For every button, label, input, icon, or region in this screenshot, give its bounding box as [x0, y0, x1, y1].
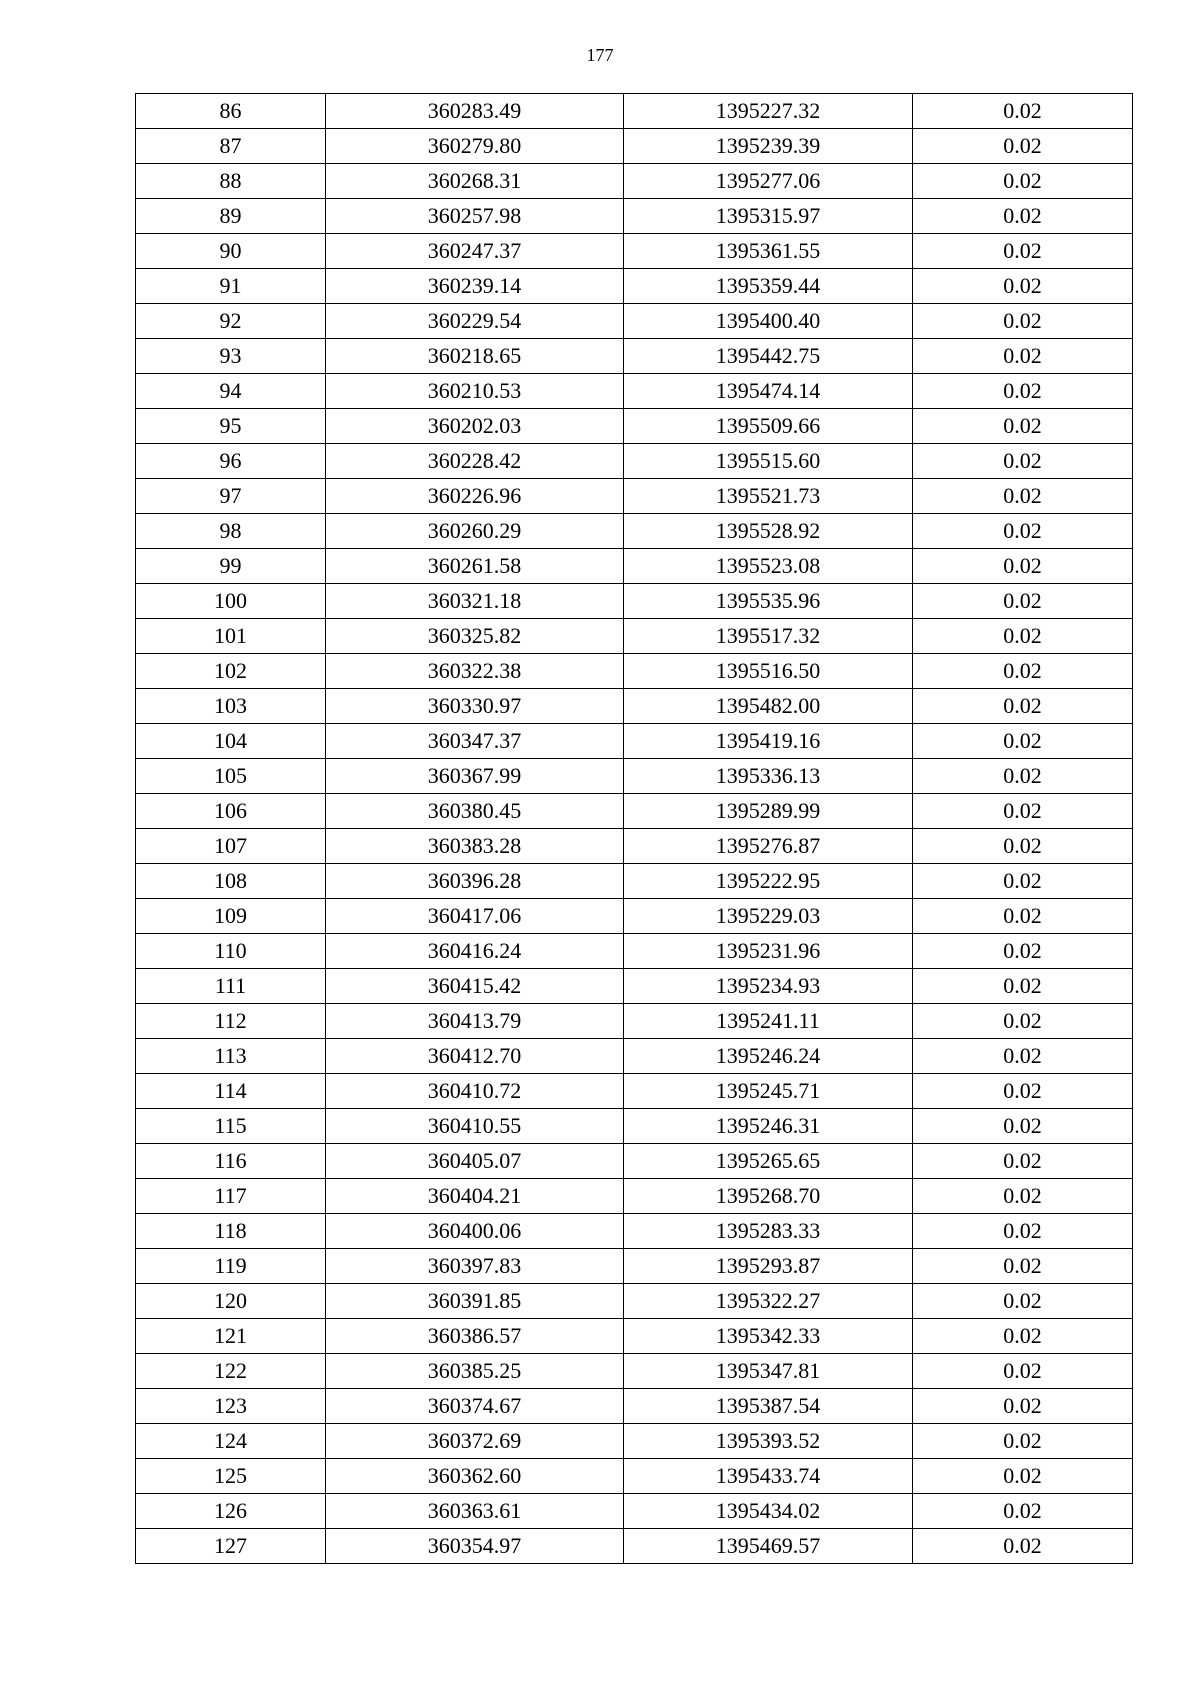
- point-number-cell: 99: [136, 549, 326, 584]
- table-row: [136, 1494, 1133, 1529]
- table-row: [136, 1004, 1133, 1039]
- point-number-cell: 105: [136, 759, 326, 794]
- point-number-cell: 91: [136, 269, 326, 304]
- value-cell: 0.02: [913, 339, 1133, 374]
- x-coordinate-cell: 360228.42: [326, 444, 624, 479]
- point-number-cell: 93: [136, 339, 326, 374]
- table-row: [136, 1319, 1133, 1354]
- y-coordinate-cell: 1395322.27: [624, 1284, 913, 1319]
- value-cell: 0.02: [913, 1074, 1133, 1109]
- point-number-cell: 120: [136, 1284, 326, 1319]
- y-coordinate-cell: 1395400.40: [624, 304, 913, 339]
- x-coordinate-cell: 360417.06: [326, 899, 624, 934]
- y-coordinate-cell: 1395246.31: [624, 1109, 913, 1144]
- x-coordinate-cell: 360226.96: [326, 479, 624, 514]
- point-number-cell: 102: [136, 654, 326, 689]
- value-cell: 0.02: [913, 1109, 1133, 1144]
- value-cell: 0.02: [913, 1424, 1133, 1459]
- point-number-cell: 86: [136, 94, 326, 129]
- table-row: [136, 1459, 1133, 1494]
- x-coordinate-cell: 360374.67: [326, 1389, 624, 1424]
- value-cell: 0.02: [913, 199, 1133, 234]
- value-cell: 0.02: [913, 969, 1133, 1004]
- y-coordinate-cell: 1395482.00: [624, 689, 913, 724]
- page-number: 177: [586, 45, 614, 65]
- table-row: [136, 1074, 1133, 1109]
- x-coordinate-cell: 360363.61: [326, 1494, 624, 1529]
- value-cell: 0.02: [913, 514, 1133, 549]
- table-row: [136, 1354, 1133, 1389]
- y-coordinate-cell: 1395535.96: [624, 584, 913, 619]
- x-coordinate-cell: 360268.31: [326, 164, 624, 199]
- value-cell: 0.02: [913, 584, 1133, 619]
- point-number-cell: 111: [136, 969, 326, 1004]
- point-number-cell: 110: [136, 934, 326, 969]
- y-coordinate-cell: 1395515.60: [624, 444, 913, 479]
- y-coordinate-cell: 1395239.39: [624, 129, 913, 164]
- table-row: [136, 129, 1133, 164]
- table-body: [136, 94, 1133, 1564]
- point-number-cell: 92: [136, 304, 326, 339]
- point-number-cell: 96: [136, 444, 326, 479]
- value-cell: 0.02: [913, 1529, 1133, 1564]
- value-cell: 0.02: [913, 164, 1133, 199]
- x-coordinate-cell: 360400.06: [326, 1214, 624, 1249]
- y-coordinate-cell: 1395474.14: [624, 374, 913, 409]
- point-number-cell: 88: [136, 164, 326, 199]
- table-row: [136, 1389, 1133, 1424]
- y-coordinate-cell: 1395222.95: [624, 864, 913, 899]
- x-coordinate-cell: 360416.24: [326, 934, 624, 969]
- x-coordinate-cell: 360410.55: [326, 1109, 624, 1144]
- point-number-cell: 112: [136, 1004, 326, 1039]
- value-cell: 0.02: [913, 1249, 1133, 1284]
- x-coordinate-cell: 360404.21: [326, 1179, 624, 1214]
- y-coordinate-cell: 1395433.74: [624, 1459, 913, 1494]
- table-row: [136, 339, 1133, 374]
- y-coordinate-cell: 1395509.66: [624, 409, 913, 444]
- x-coordinate-cell: 360210.53: [326, 374, 624, 409]
- table-row: [136, 1144, 1133, 1179]
- point-number-cell: 117: [136, 1179, 326, 1214]
- table-row: [136, 584, 1133, 619]
- value-cell: 0.02: [913, 654, 1133, 689]
- value-cell: 0.02: [913, 934, 1133, 969]
- value-cell: 0.02: [913, 1494, 1133, 1529]
- point-number-cell: 127: [136, 1529, 326, 1564]
- point-number-cell: 90: [136, 234, 326, 269]
- x-coordinate-cell: 360372.69: [326, 1424, 624, 1459]
- table-row: [136, 269, 1133, 304]
- table-row: [136, 409, 1133, 444]
- y-coordinate-cell: 1395246.24: [624, 1039, 913, 1074]
- point-number-cell: 104: [136, 724, 326, 759]
- value-cell: 0.02: [913, 864, 1133, 899]
- point-number-cell: 125: [136, 1459, 326, 1494]
- x-coordinate-cell: 360321.18: [326, 584, 624, 619]
- y-coordinate-cell: 1395315.97: [624, 199, 913, 234]
- x-coordinate-cell: 360362.60: [326, 1459, 624, 1494]
- point-number-cell: 103: [136, 689, 326, 724]
- point-number-cell: 126: [136, 1494, 326, 1529]
- point-number-cell: 94: [136, 374, 326, 409]
- table-row: [136, 444, 1133, 479]
- value-cell: 0.02: [913, 1319, 1133, 1354]
- table-row: [136, 1424, 1133, 1459]
- value-cell: 0.02: [913, 1389, 1133, 1424]
- x-coordinate-cell: 360391.85: [326, 1284, 624, 1319]
- x-coordinate-cell: 360410.72: [326, 1074, 624, 1109]
- point-number-cell: 101: [136, 619, 326, 654]
- point-number-cell: 87: [136, 129, 326, 164]
- table-row: [136, 549, 1133, 584]
- value-cell: 0.02: [913, 1144, 1133, 1179]
- x-coordinate-cell: 360202.03: [326, 409, 624, 444]
- value-cell: 0.02: [913, 794, 1133, 829]
- x-coordinate-cell: 360397.83: [326, 1249, 624, 1284]
- table-row: [136, 899, 1133, 934]
- value-cell: 0.02: [913, 304, 1133, 339]
- y-coordinate-cell: 1395359.44: [624, 269, 913, 304]
- y-coordinate-cell: 1395523.08: [624, 549, 913, 584]
- value-cell: 0.02: [913, 409, 1133, 444]
- x-coordinate-cell: 360367.99: [326, 759, 624, 794]
- y-coordinate-cell: 1395434.02: [624, 1494, 913, 1529]
- table-row: [136, 304, 1133, 339]
- value-cell: 0.02: [913, 94, 1133, 129]
- value-cell: 0.02: [913, 374, 1133, 409]
- y-coordinate-cell: 1395227.32: [624, 94, 913, 129]
- x-coordinate-cell: 360279.80: [326, 129, 624, 164]
- x-coordinate-cell: 360383.28: [326, 829, 624, 864]
- y-coordinate-cell: 1395469.57: [624, 1529, 913, 1564]
- table-row: [136, 199, 1133, 234]
- table-row: [136, 164, 1133, 199]
- value-cell: 0.02: [913, 1214, 1133, 1249]
- y-coordinate-cell: 1395289.99: [624, 794, 913, 829]
- table-row: [136, 374, 1133, 409]
- point-number-cell: 97: [136, 479, 326, 514]
- value-cell: 0.02: [913, 234, 1133, 269]
- table-row: [136, 759, 1133, 794]
- x-coordinate-cell: 360283.49: [326, 94, 624, 129]
- value-cell: 0.02: [913, 689, 1133, 724]
- y-coordinate-cell: 1395516.50: [624, 654, 913, 689]
- x-coordinate-cell: 360239.14: [326, 269, 624, 304]
- x-coordinate-cell: 360322.38: [326, 654, 624, 689]
- value-cell: 0.02: [913, 899, 1133, 934]
- table-row: [136, 619, 1133, 654]
- value-cell: 0.02: [913, 724, 1133, 759]
- table-row: [136, 829, 1133, 864]
- table-row: [136, 934, 1133, 969]
- table-row: [136, 94, 1133, 129]
- table-row: [136, 1529, 1133, 1564]
- coordinates-table: [135, 93, 1133, 1564]
- x-coordinate-cell: 360257.98: [326, 199, 624, 234]
- y-coordinate-cell: 1395387.54: [624, 1389, 913, 1424]
- y-coordinate-cell: 1395342.33: [624, 1319, 913, 1354]
- y-coordinate-cell: 1395528.92: [624, 514, 913, 549]
- table-row: [136, 1214, 1133, 1249]
- table-row: [136, 864, 1133, 899]
- table-row: [136, 969, 1133, 1004]
- x-coordinate-cell: 360260.29: [326, 514, 624, 549]
- value-cell: 0.02: [913, 129, 1133, 164]
- x-coordinate-cell: 360380.45: [326, 794, 624, 829]
- point-number-cell: 108: [136, 864, 326, 899]
- x-coordinate-cell: 360405.07: [326, 1144, 624, 1179]
- point-number-cell: 109: [136, 899, 326, 934]
- x-coordinate-cell: 360229.54: [326, 304, 624, 339]
- value-cell: 0.02: [913, 444, 1133, 479]
- y-coordinate-cell: 1395442.75: [624, 339, 913, 374]
- y-coordinate-cell: 1395265.65: [624, 1144, 913, 1179]
- table-row: [136, 514, 1133, 549]
- value-cell: 0.02: [913, 619, 1133, 654]
- point-number-cell: 89: [136, 199, 326, 234]
- y-coordinate-cell: 1395241.11: [624, 1004, 913, 1039]
- y-coordinate-cell: 1395234.93: [624, 969, 913, 1004]
- table-row: [136, 1179, 1133, 1214]
- x-coordinate-cell: 360325.82: [326, 619, 624, 654]
- point-number-cell: 114: [136, 1074, 326, 1109]
- y-coordinate-cell: 1395393.52: [624, 1424, 913, 1459]
- point-number-cell: 106: [136, 794, 326, 829]
- table-row: [136, 1284, 1133, 1319]
- value-cell: 0.02: [913, 479, 1133, 514]
- x-coordinate-cell: 360386.57: [326, 1319, 624, 1354]
- point-number-cell: 123: [136, 1389, 326, 1424]
- y-coordinate-cell: 1395521.73: [624, 479, 913, 514]
- y-coordinate-cell: 1395276.87: [624, 829, 913, 864]
- x-coordinate-cell: 360218.65: [326, 339, 624, 374]
- x-coordinate-cell: 360415.42: [326, 969, 624, 1004]
- y-coordinate-cell: 1395336.13: [624, 759, 913, 794]
- x-coordinate-cell: 360247.37: [326, 234, 624, 269]
- y-coordinate-cell: 1395283.33: [624, 1214, 913, 1249]
- x-coordinate-cell: 360385.25: [326, 1354, 624, 1389]
- y-coordinate-cell: 1395517.32: [624, 619, 913, 654]
- value-cell: 0.02: [913, 269, 1133, 304]
- table-row: [136, 654, 1133, 689]
- value-cell: 0.02: [913, 1354, 1133, 1389]
- x-coordinate-cell: 360354.97: [326, 1529, 624, 1564]
- y-coordinate-cell: 1395361.55: [624, 234, 913, 269]
- y-coordinate-cell: 1395268.70: [624, 1179, 913, 1214]
- value-cell: 0.02: [913, 1004, 1133, 1039]
- point-number-cell: 115: [136, 1109, 326, 1144]
- y-coordinate-cell: 1395245.71: [624, 1074, 913, 1109]
- point-number-cell: 116: [136, 1144, 326, 1179]
- point-number-cell: 113: [136, 1039, 326, 1074]
- value-cell: 0.02: [913, 759, 1133, 794]
- table-row: [136, 689, 1133, 724]
- y-coordinate-cell: 1395293.87: [624, 1249, 913, 1284]
- point-number-cell: 100: [136, 584, 326, 619]
- y-coordinate-cell: 1395231.96: [624, 934, 913, 969]
- value-cell: 0.02: [913, 1039, 1133, 1074]
- table-row: [136, 794, 1133, 829]
- x-coordinate-cell: 360261.58: [326, 549, 624, 584]
- y-coordinate-cell: 1395229.03: [624, 899, 913, 934]
- y-coordinate-cell: 1395347.81: [624, 1354, 913, 1389]
- value-cell: 0.02: [913, 1284, 1133, 1319]
- x-coordinate-cell: 360396.28: [326, 864, 624, 899]
- point-number-cell: 118: [136, 1214, 326, 1249]
- point-number-cell: 121: [136, 1319, 326, 1354]
- x-coordinate-cell: 360330.97: [326, 689, 624, 724]
- point-number-cell: 122: [136, 1354, 326, 1389]
- point-number-cell: 119: [136, 1249, 326, 1284]
- x-coordinate-cell: 360412.70: [326, 1039, 624, 1074]
- table-row: [136, 479, 1133, 514]
- point-number-cell: 107: [136, 829, 326, 864]
- x-coordinate-cell: 360347.37: [326, 724, 624, 759]
- y-coordinate-cell: 1395277.06: [624, 164, 913, 199]
- value-cell: 0.02: [913, 829, 1133, 864]
- table-row: [136, 724, 1133, 759]
- point-number-cell: 95: [136, 409, 326, 444]
- x-coordinate-cell: 360413.79: [326, 1004, 624, 1039]
- point-number-cell: 98: [136, 514, 326, 549]
- y-coordinate-cell: 1395419.16: [624, 724, 913, 759]
- point-number-cell: 124: [136, 1424, 326, 1459]
- value-cell: 0.02: [913, 1179, 1133, 1214]
- table-row: [136, 234, 1133, 269]
- value-cell: 0.02: [913, 549, 1133, 584]
- table-row: [136, 1249, 1133, 1284]
- table-row: [136, 1039, 1133, 1074]
- value-cell: 0.02: [913, 1459, 1133, 1494]
- table-row: [136, 1109, 1133, 1144]
